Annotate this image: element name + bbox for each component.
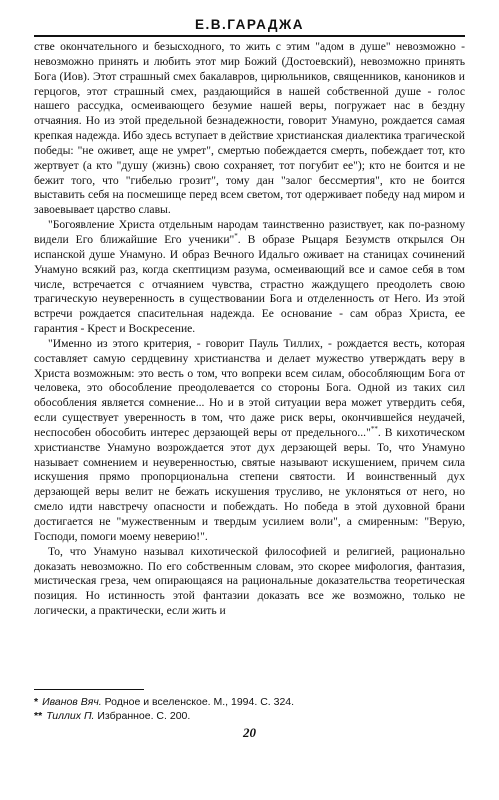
footnote-text: Избранное. С. 200. bbox=[94, 710, 191, 722]
page-number: 20 bbox=[243, 725, 256, 740]
footnote-author: Тиллих П. bbox=[46, 710, 95, 722]
footnote bbox=[34, 695, 465, 709]
footnote-mark: ** bbox=[34, 710, 43, 722]
footnote-text: Родное и вселенское. М., 1994. С. 324. bbox=[101, 696, 295, 708]
footnote bbox=[34, 709, 465, 723]
paragraph bbox=[34, 218, 465, 337]
footnote-author: Иванов Вяч. bbox=[42, 696, 102, 708]
quotation: "Именно из этого критерия, - говорит Пауль Тиллих, - рождается весть, которая составляет самую сердцевину христианства и делает мужество утверждать веру в Христа возможным: это весть о том, что вопреки всем силам, обособляющим Бога от человека, это обособление преодолевается со стороны Бога. Одной из таких сил обособления является сомнение... Но и в этой ситуации вера может утвердить себя, если существует уверенность в том, что даже риск веры, окончившейся неудачей, неспособен обособить интерес дерзающей веры от предельного..." bbox=[34, 336, 465, 439]
paragraph-text: . В образе Рыцаря Безумств открылся Он испанской душе Унамуно. И образ Вечного Идальго оживает на станицах сочинений Унамуно всякий раз, когда скептицизм разума, осмеивающий все и самое себя в том числе, встречается с отчаянием чувства, страстно жаждущего преодолеть свою трагическую неуверенность в существовании Бога и отделенность от Него. Из этой встречи рождается спасительная надежда. Ее основание - сам образ Христа, ее гарантия - Крест и Воскресение. bbox=[34, 232, 465, 336]
header-rule bbox=[34, 35, 465, 37]
footnotes bbox=[34, 695, 465, 723]
paragraph bbox=[34, 337, 465, 545]
quotation: "Богоявление Христа отдельным народам таинственно разиствует, как по-разному видели Его ближайшие Его ученики" bbox=[34, 218, 465, 246]
footnote-ref[interactable]: ** bbox=[370, 425, 378, 434]
footnote-ref[interactable]: * bbox=[234, 232, 238, 241]
page-body bbox=[34, 40, 465, 619]
running-header: Е.В.ГАРАДЖА bbox=[195, 17, 304, 32]
footnote-rule bbox=[34, 689, 144, 690]
paragraph-text: . В кихотическом христианстве Унамуно возрождается этот дух дерзающей веры. То, что Унамуно называет сомнением и неуверенностью, святые называют искушением, причем сила искушения прямо пропорциональна степени святости. И воинственный дух дерзающей веры велит не бежать искушения трусливо, не уклоняться от него, но смело идти навстречу опасности и побеждать. Но победа в этой духовной брани достигается не "мужественным и твердым усилием воли", а смиренным: "Верую, Господи, помоги моему неверию!". bbox=[34, 425, 465, 543]
paragraph: стве окончательного и безысходного, то жить с этим "адом в душе" невозможно - невозможно принять и любить этот мир Божий (Достоевский), невозможно принять Бога (Иов). Этот страшный смех бакалавров, цирюльников, священников, каноников и герцогов, этот страшный смех, раздающийся в нашей собственной душе - голос нашего рассудка, осмеивающего безумие нашей веры, погружает нас в бездну отчаяния. Но из этой предельной безнадежности, говорит Унамуно, рождается самая крепкая надежда. Ибо здесь вступает в действие христианская диалектика трагической победы: "не оживет, аще не умрет", смертью побеждается смерть, побеждает тот, кто жертвует (а кто "душу (жизнь) свою сохраняет, тот погубит ее"); кто не боится и не бежит того, что "гибелью грозит", тому дан "залог бессмертия", кто не боится выставить себя на посмешище перед всем светом, тот одерживает победу над миром и завоевывает царство славы. bbox=[34, 40, 465, 217]
paragraph: То, что Унамуно называл кихотической философией и религией, рационально доказать невозможно. По его собственным словам, это скорее мифология, фантазия, мистическая греза, чем опирающаяся на рациональные доказательства теоретическая позиция. Но истинность этой фантазии доказать все же возможно, только не логически, а практически, если жить и bbox=[34, 544, 465, 618]
footnote-mark: * bbox=[34, 696, 39, 708]
